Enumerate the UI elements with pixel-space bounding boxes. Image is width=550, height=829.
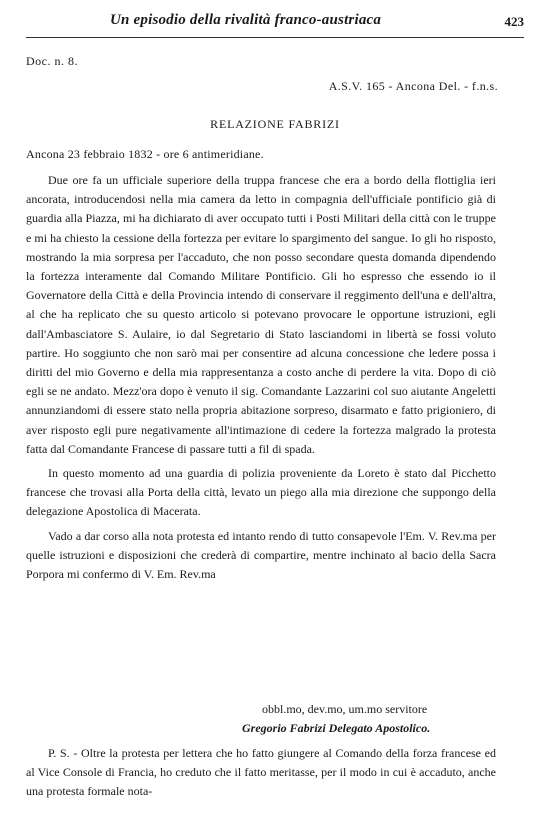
header-rule [26,37,524,38]
paragraph: Due ore fa un ufficiale superiore della truppa francese che era a bordo della flottiglia ieri ancorata, introducendosi nella mia camera da letto in compagnia dell'ufficiale pontificio già di guardia alla Piazza, mi ha dichiarato di aver occupato tutti i Posti Militari della città con le truppe e mi ha chiesto la cessione della fortezza per evitare lo spargimento del sangue. Io gli ho risposto, mostrando la mia sorpresa per l'accaduto, che non posso secondare questa domanda dipendendo la fortezza interamente dal Comando Militare Pontificio. Gli ho espresso che essendo io il Governatore della Città e della Provincia intendo di conservare il reggimento dell'una e dell'altra, al che ha replicato che su questo articolo si potevano provocare le opportune istruzioni, egli dall'Ambasciatore S. Aulaire, io dal Segretario di Stato lasciandomi in libertà se fossi voluto partire. Ho soggiunto che non sarò mai per consentire ad alcuna concessione che ledere possa i diritti del mio Governo e della mia rappresentanza a costo anche di perdere la vita. Dopo di ciò egli se ne andato. Mezz'ora dopo è venuto il sig. Comandante Lazzarini col suo aiutante Angeletti annunziandomi di essere stato nella propria abitazione sorpreso, disarmato e fatto prigioniero, di aver risposto egli pure negativamente all'intimazione di cedere la fortezza malgrado la protesta fatta dal Comandante Francese di passare tutti a fil di spada. [26,173,496,456]
postscript [26,744,496,802]
closing-formula: obbl.mo, dev.mo, um.mo servitore [262,702,428,716]
report-body [26,171,496,589]
document-title: RELAZIONE FABRIZI [210,117,340,131]
page-number: 423 [504,14,524,29]
dateline: Ancona 23 febbraio 1832 - ore 6 antimeridiane. [26,147,264,161]
running-title: Un episodio della rivalità franco-austriaca [110,12,382,28]
archive-reference: A.S.V. 165 - Ancona Del. - f.n.s. [328,79,498,93]
paragraph: Vado a dar corso alla nota protesta ed intanto rendo di tutto consapevole l'Em. V. Rev.ma per quelle istruzioni e disposizioni che crederà di compartire, mentre inchinato al bacio della Sacra Porpora mi confermo di V. Em. Rev.ma [26,528,496,582]
doc-number: Doc. n. 8. [26,54,78,68]
paragraph: In questo momento ad una guardia di polizia proveniente da Loreto è stato dal Picchetto francese che trovasi alla Porta della città, levato un piego alla mia direzione che suppongo della delegazione Apostolica di Macerata. [26,466,496,519]
signature: Gregorio Fabrizi Delegato Apostolico. [242,721,431,735]
postscript-text: P. S. - Oltre la protesta per lettera che ho fatto giungere al Comando della forza francese ed al Vice Console di Francia, ho creduto che il fatto meritasse, per il modo in cui è accaduto, anche una protesta formale nota- [26,746,496,799]
closing-block [242,700,431,738]
